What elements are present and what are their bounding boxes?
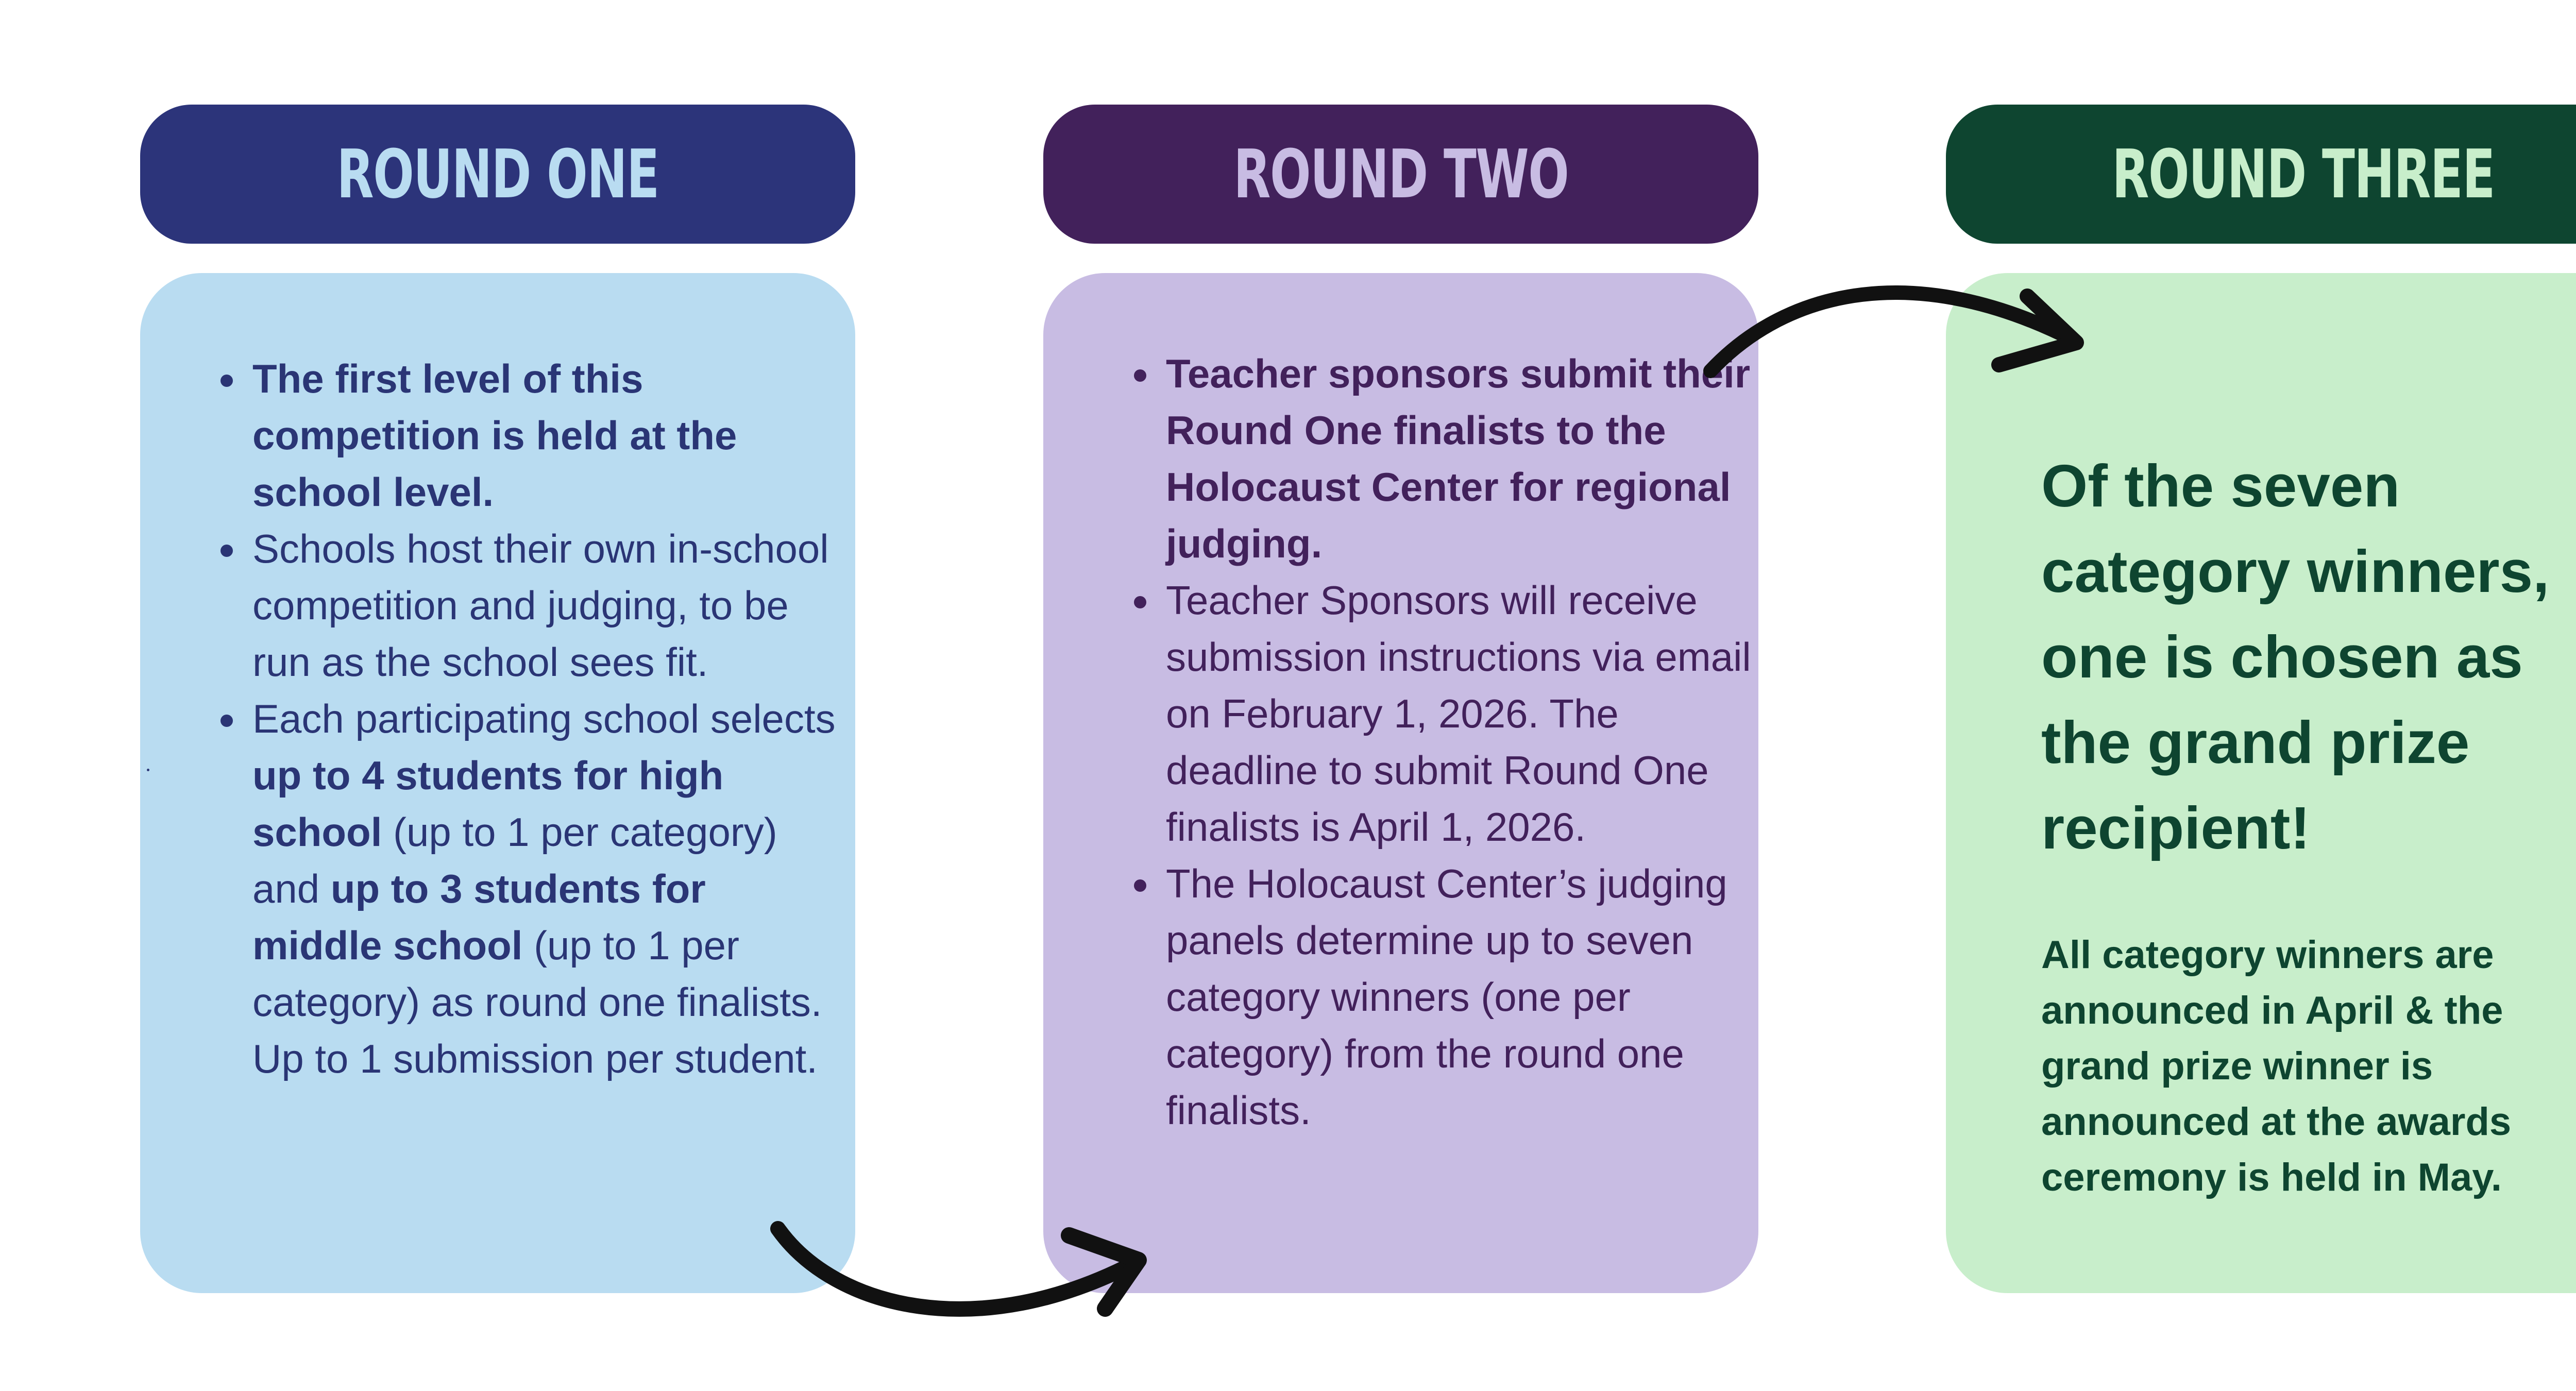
round-two-card — [1043, 273, 1758, 1293]
round-one-card — [140, 273, 855, 1293]
round-one-header — [140, 105, 855, 244]
round-three-card — [1946, 273, 2576, 1293]
round-three-title: ROUND THREE — [2112, 135, 2495, 213]
bullet-text: (up to 1 per category) and — [252, 809, 777, 911]
list-item — [248, 520, 841, 690]
stray-dot — [147, 769, 149, 771]
list-item — [1162, 572, 1770, 855]
round-two-bullet-list — [1125, 345, 1770, 1139]
round-two-header — [1043, 105, 1758, 244]
bullet-text: Teacher Sponsors will receive submission instructions via email on February 1, 2026. The deadline to submit Round One finalists is April 1, 2026. — [1166, 578, 1751, 850]
bullet-text: The first level of this competition is held at the school level. — [252, 356, 737, 515]
list-item — [248, 350, 841, 520]
grand-prize-statement: Of the seven category winners, one is chosen as the grand prize recipient! — [2041, 452, 2550, 861]
bullet-text: Schools host their own in-school competition and judging, to be run as the school sees fit. — [252, 526, 829, 685]
announcement-note: All category winners are announced in April & the grand prize winner is announced at the awards ceremony is held in May. — [2041, 933, 2512, 1199]
list-item — [1162, 855, 1770, 1139]
round-one-bullet-list — [211, 350, 841, 1087]
round-one-title: ROUND ONE — [336, 135, 659, 213]
bullet-bold-text: up to 3 students for middle school — [252, 866, 706, 968]
list-item — [1162, 345, 1770, 572]
bullet-text: (up to 1 per category) as round one finalists. Up to 1 submission per student. — [252, 923, 822, 1081]
bullet-text: Each participating school selects — [252, 696, 836, 741]
bullet-bold-text: up to 4 students for high school — [252, 753, 724, 855]
round-two-title: ROUND TWO — [1233, 135, 1568, 213]
list-item — [248, 690, 841, 1087]
bullet-text: The Holocaust Center’s judging panels determine up to seven category winners (one per category) from the round one finalists. — [1166, 861, 1727, 1133]
round-three-header — [1946, 105, 2576, 244]
bullet-text: Teacher sponsors submit their Round One finalists to the Holocaust Center for regional judging. — [1166, 351, 1751, 566]
